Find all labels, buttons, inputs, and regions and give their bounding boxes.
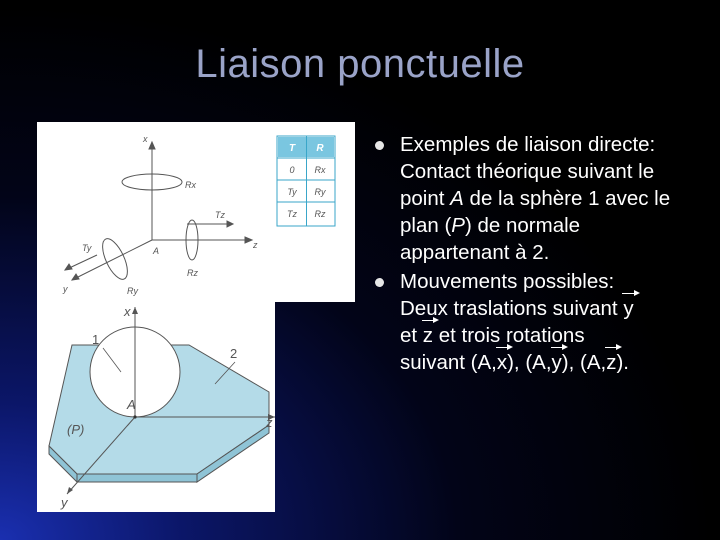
- bottom-axis-x-label: x: [124, 304, 131, 319]
- top-point-A-label: A: [153, 246, 160, 256]
- bullet-text: Mouvements possibles:: [400, 270, 615, 293]
- table-cell: 0: [289, 165, 295, 175]
- rot-z-label: Rz: [187, 268, 198, 278]
- table-cell: Ry: [314, 187, 326, 197]
- top-axis-z-label: z: [253, 240, 258, 250]
- bullet-text: de la sphère 1 avec le plan (: [400, 187, 671, 237]
- vector-z: z: [606, 351, 617, 374]
- vector-z: z: [422, 324, 434, 347]
- bullet-text: suivant (A,: [400, 351, 497, 374]
- table-cell: Rz: [314, 209, 326, 219]
- contact-point-A-label: A: [127, 397, 136, 412]
- liaison-figure: [37, 122, 357, 512]
- bottom-axis-y-label: y: [61, 495, 68, 510]
- body-part-2-label: 2: [230, 346, 238, 361]
- sphere-part-1-label: 1: [92, 332, 100, 347]
- bullet-text: ).: [616, 351, 629, 374]
- bullet-point-A: A: [450, 187, 464, 210]
- bullet-item: [372, 131, 692, 266]
- table-header-T: T: [288, 143, 296, 154]
- rot-x-label: Rx: [185, 180, 196, 190]
- bullet-list: [372, 131, 692, 376]
- bottom-axis-z-label: z: [266, 415, 273, 430]
- top-axis-y-label: y: [63, 284, 68, 294]
- bullet-dot-icon: [375, 278, 384, 287]
- dof-table: [277, 136, 335, 226]
- trans-y-label: Ty: [82, 243, 92, 253]
- vector-y: y: [551, 351, 562, 374]
- slide-title: Liaison ponctuelle: [195, 42, 525, 86]
- table-cell: Ty: [287, 187, 297, 197]
- plane-P-label: (P): [67, 422, 85, 437]
- bullet-text: Exemples de liaison directe: Contact théorique suivant le point: [400, 133, 656, 210]
- bullet-text: Deux traslations suivant: [400, 297, 624, 320]
- vector-y: y: [623, 297, 634, 320]
- bullet-text: ), (A,: [561, 351, 607, 374]
- bullet-text: ), (A,: [507, 351, 552, 374]
- bullet-dot-icon: [375, 141, 384, 150]
- bullet-text: ) de normale appartenant à 2.: [400, 214, 581, 264]
- trans-z-label: Tz: [215, 210, 225, 220]
- top-axis-x-label: x: [143, 134, 148, 144]
- bullet-plane-P: P: [451, 214, 465, 237]
- rot-y-label: Ry: [127, 286, 138, 296]
- vector-x: x: [496, 351, 508, 374]
- table-cell: Tz: [287, 209, 297, 219]
- table-cell: Rx: [314, 165, 326, 175]
- table-header-R: R: [316, 143, 324, 154]
- bullet-text: et trois rotations: [433, 324, 585, 347]
- bullet-text: et: [400, 324, 423, 347]
- bullet-item: [372, 268, 692, 376]
